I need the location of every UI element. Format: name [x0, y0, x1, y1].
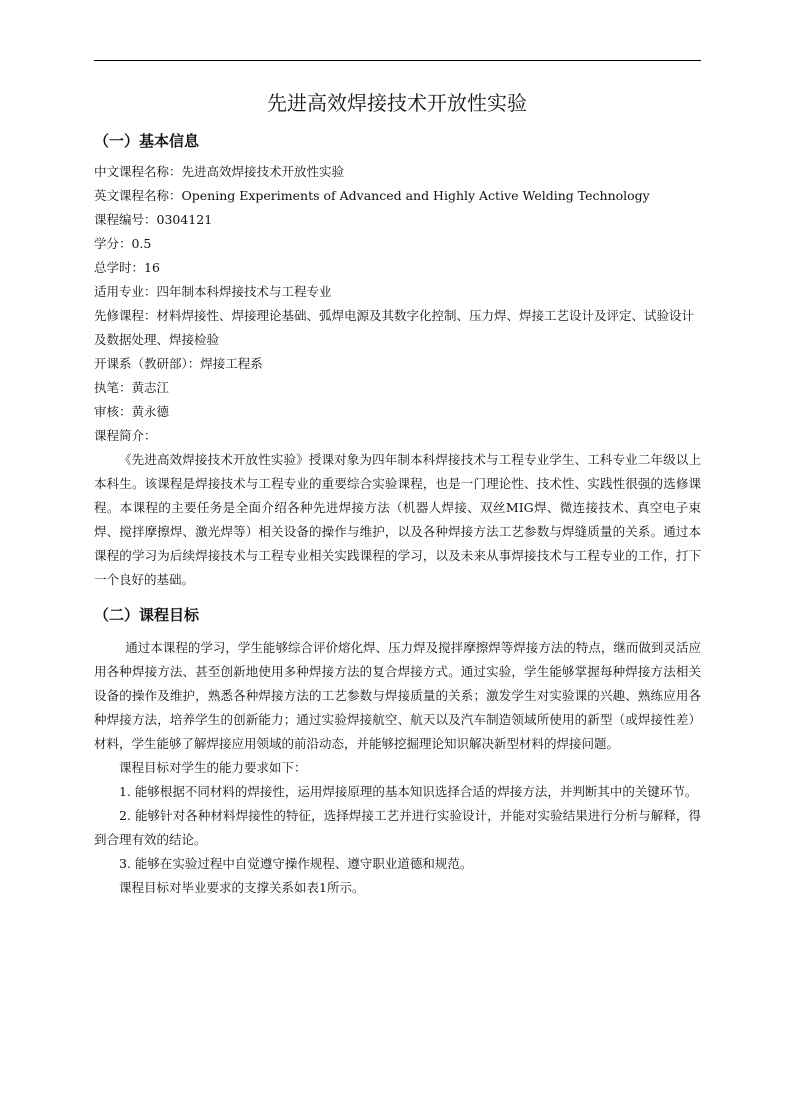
offering-department: 开课系（教研部）：焊接工程系: [94, 356, 263, 371]
chinese-course-name: 中文课程名称：先进高效焊接技术开放性实验: [94, 164, 345, 179]
course-intro-paragraph: 《先进高效焊接技术开放性实验》授课对象为四年制本科焊接技术与工程专业学生、工科专业二年级以上本科生。该课程是焊接技术与工程专业的重要综合实验课程，也是一门理论性、技术性、实践性很强的选修课程。本课程的主要任务是全面介绍各种先进焊接方法（机器人焊接、双丝MIG焊、微连接技术、真空电子束焊、搅拌摩擦焊、激光焊等）相关设备的操作与维护，以及各种焊接方法工艺参数与焊缝质量的关系。通过本课程的学习为后续焊接技术与工程专业相关实践课程的学习，以及未来从事焊接技术与工程专业的工作，打下一个良好的基础。: [94, 452, 701, 587]
document-title: 先进高效焊接技术开放性实验: [267, 91, 527, 115]
goal-item-2: 2. 能够针对各种材料焊接性的特征，选择焊接工艺并进行实验设计，并能对实验结果进行分析与解释，得到合理有效的结论。: [94, 808, 701, 847]
reviewer: 审核：黄永德: [94, 404, 170, 419]
section-heading-course-goals: （二）课程目标: [94, 606, 200, 624]
document-body: [94, 124, 701, 900]
course-credit: 学分：0.5: [94, 236, 152, 251]
course-intro-label: 课程简介：: [94, 428, 157, 443]
support-relation-sentence: 课程目标对毕业要求的支撑关系如表1所示。: [119, 880, 365, 895]
english-course-name: 英文课程名称：Opening Experiments of Advanced and Highly Active Welding Technology: [94, 188, 650, 203]
course-goals-paragraph: 通过本课程的学习，学生能够综合评价熔化焊、压力焊及搅拌摩擦焊等焊接方法的特点，继而做到灵活应用各种焊接方法、甚至创新地使用多种焊接方法的复合焊接方式。通过实验，学生能够掌握每种焊接方法相关设备的操作及维护，熟悉各种焊接方法的工艺参数与焊接质量的关系；激发学生对实验课的兴趣、熟练应用各种焊接方法，培养学生的创新能力；通过实验焊接航空、航天以及汽车制造领域所使用的新型（或焊接性差）材料，学生能够了解焊接应用领域的前沿动态，并能够挖掘理论知识解决新型材料的焊接问题。: [94, 640, 701, 751]
course-hours: 总学时：16: [94, 260, 160, 275]
goal-item-3: 3. 能够在实验过程中自觉遵守操作规程、遵守职业道德和规范。: [119, 856, 473, 871]
prerequisite-courses: 先修课程：材料焊接性、焊接理论基础、弧焊电源及其数字化控制、压力焊、焊接工艺设计及评定、试验设计及数据处理、焊接检验: [94, 308, 695, 347]
applicable-major: 适用专业：四年制本科焊接技术与工程专业: [94, 284, 332, 299]
section-heading-basic-info: （一）基本信息: [94, 132, 200, 150]
author: 执笔：黄志江: [94, 380, 170, 395]
ability-requirements-intro: 课程目标对学生的能力要求如下：: [119, 760, 307, 775]
header-rule: [94, 60, 701, 61]
course-code: 课程编号：0304121: [94, 212, 213, 227]
goal-item-1: 1. 能够根据不同材料的焊接性，运用焊接原理的基本知识选择合适的焊接方法，并判断其中的关键环节。: [119, 784, 698, 799]
